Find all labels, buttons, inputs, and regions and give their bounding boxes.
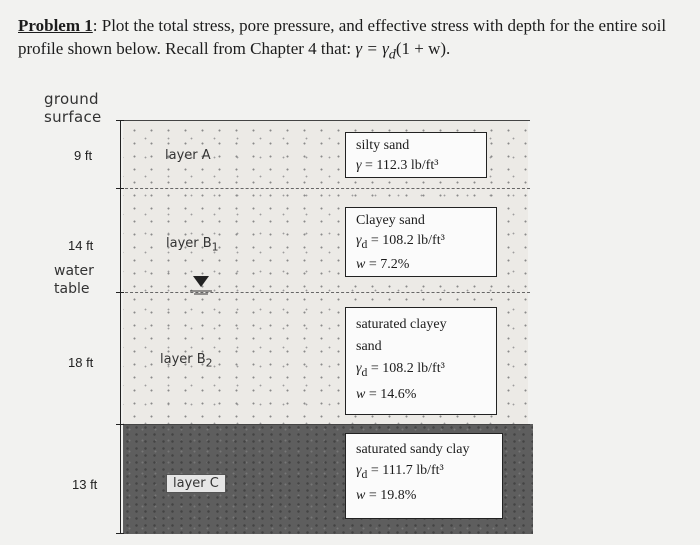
equation-sub: d	[388, 46, 396, 63]
layer-c-label: layer C	[166, 474, 226, 493]
problem-statement	[18, 14, 688, 66]
box-layer-b1: Clayey sand $\gamma_d = 108.2$ lb/ft³ w = 7.2%	[345, 207, 497, 277]
box-a-gamma-val: = 112.3 lb/ft³	[361, 158, 439, 173]
tick-top	[116, 120, 124, 121]
box-c-gamma-val: = 111.7 lb/ft³	[367, 463, 444, 478]
problem-text: : Plot the total stress, pore pressure, and effective stress with depth for the entire soil profile shown below. Recall from Chapter 4 that:	[18, 16, 667, 58]
box-b1-w-val: = 7.2%	[365, 256, 410, 272]
layer-a-label: layer A	[165, 148, 211, 163]
tick-c	[116, 424, 124, 425]
box-b1-gamma-val: = 108.2 lb/ft³	[367, 233, 445, 248]
equation-lhs: γ = γ	[355, 39, 389, 58]
boundary-b2-c	[120, 424, 530, 425]
box-c-w-val: = 19.8%	[365, 487, 417, 503]
water-label: water	[54, 263, 94, 279]
box-a-gamma: γ	[356, 158, 362, 173]
boundary-a-b1	[120, 188, 530, 189]
surface-label: surface	[44, 108, 102, 126]
water-table-line	[120, 292, 530, 293]
dim-layer-b2: 18 ft	[68, 355, 94, 370]
box-b1-title: Clayey sand	[356, 213, 425, 228]
box-layer-b2: saturated clayey sand $\gamma_d = 108.2$ lb/ft³ w = 14.6%	[345, 307, 497, 415]
problem-label: Problem 1	[18, 16, 93, 35]
tick-bottom	[116, 533, 124, 534]
dimension-line	[120, 120, 121, 534]
box-c-title: saturated sandy clay	[356, 442, 470, 457]
water-table-icon	[190, 274, 216, 296]
dim-layer-a: 9 ft	[74, 148, 93, 163]
equation-tail: (1 + w).	[395, 39, 451, 58]
tick-wt	[116, 292, 124, 293]
layer-b1-label: layer $B_1$	[166, 236, 219, 254]
ground-surface-label	[44, 90, 102, 126]
box-b2-title1: saturated clayey	[356, 317, 447, 332]
ground-label: ground	[44, 90, 99, 108]
layer-b2-label: layer $B_2$	[160, 352, 213, 370]
table-label: table	[54, 281, 90, 297]
box-layer-a	[345, 132, 487, 178]
box-a-title: silty sand	[356, 138, 410, 153]
box-layer-c: saturated sandy clay $\gamma_d = 111.7$ lb/ft³ w = 19.8%	[345, 433, 503, 519]
dim-layer-c: 13 ft	[72, 477, 98, 492]
dim-layer-b1: 14 ft	[68, 238, 94, 253]
tick-a	[116, 188, 124, 189]
box-b2-gamma-val: = 108.2 lb/ft³	[367, 361, 445, 376]
box-b2-title2: sand	[356, 339, 382, 354]
box-b2-w-val: = 14.6%	[365, 386, 417, 402]
water-table-label	[54, 262, 94, 298]
ground-surface-line	[120, 120, 530, 121]
